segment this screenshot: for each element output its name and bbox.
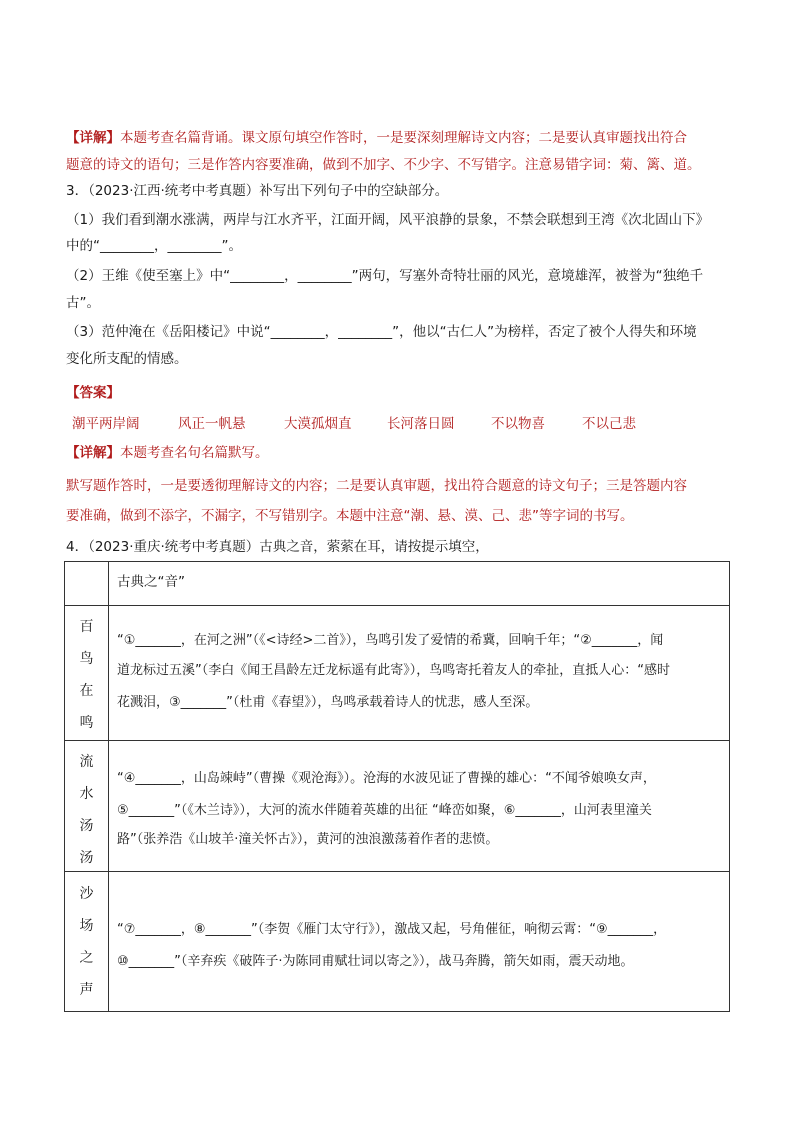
row-label-char: 百 bbox=[79, 619, 94, 635]
row-label bbox=[65, 611, 108, 739]
row-label-char: 在 bbox=[79, 683, 94, 699]
answer-item: 风正一帆悬 bbox=[178, 416, 246, 432]
answer-item: 潮平两岸阔 bbox=[72, 416, 140, 432]
column-divider bbox=[108, 562, 109, 1011]
row-text-line: ⑤_______”（《木兰诗》），大河的流水伴随着英雄的出征 “峰峦如聚，⑥_______，山河表里潼关 bbox=[117, 803, 652, 818]
detail1-line1 bbox=[66, 127, 730, 149]
row-text-line: ⑩_______”（辛弃疾《破阵子·为陈同甫赋壮词以寄之》），战马奔腾，箭矢如雨，震天动地。 bbox=[117, 954, 634, 969]
q3-source: （2023·江西·统考中考真题） bbox=[88, 183, 260, 199]
row-label-char: 鸣 bbox=[79, 715, 94, 731]
q4-source: （2023·重庆·统考中考真题） bbox=[88, 539, 260, 555]
detail2-text: 本题考查名句名篇默写。 bbox=[120, 445, 269, 461]
answer-item: 大漠孤烟直 bbox=[284, 416, 352, 432]
row-label bbox=[65, 746, 108, 874]
row-label bbox=[65, 878, 108, 1006]
row-label-char: 之 bbox=[79, 950, 94, 966]
answer-tag: 【答案】 bbox=[66, 385, 120, 401]
q3-number: 3． bbox=[66, 183, 89, 199]
detail-tag: 【详解】 bbox=[66, 130, 120, 146]
detail2-line2: 默写题作答时，一是要透彻理解诗文的内容；二是要认真审题，找出符合题意的诗文句子；三是答题内容 bbox=[66, 478, 687, 494]
row-label-char: 鸟 bbox=[79, 651, 94, 667]
answer-item: 长河落日圆 bbox=[387, 416, 455, 432]
detail-tag: 【详解】 bbox=[66, 445, 120, 461]
row-text-line: 花溅泪，③_______”（杜甫《春望》），鸟鸣承载着诗人的忧悲，感人至深。 bbox=[117, 695, 539, 710]
q4-heading bbox=[66, 536, 730, 558]
answer-item: 不以物喜 bbox=[491, 416, 545, 432]
row-label-char: 汤 bbox=[79, 818, 94, 834]
q3-p2-line2: 古”。 bbox=[66, 295, 100, 311]
detail1-line2: 题意的诗文的语句；三是作答内容要准确，做到不加字、不少字、不写错字。注意易错字词：菊、篱、道。 bbox=[66, 157, 701, 173]
row-divider bbox=[65, 871, 729, 872]
q3-p2-line1: （2）王维《使至塞上》中“________，________”两句，写塞外奇特壮丽的风光，意境雄浑，被誉为“独绝千 bbox=[66, 268, 704, 284]
row-text-line: 路”（张养浩《山坡羊·潼关怀古》），黄河的浊浪激荡着作者的悲愤。 bbox=[117, 832, 499, 847]
row-label-char: 水 bbox=[79, 786, 94, 802]
q3-p1-line2: 中的“________，________”。 bbox=[66, 238, 242, 254]
row-label-char: 汤 bbox=[79, 850, 94, 866]
row-text-line: “④_______，山岛竦峙”（曹操《观沧海》）。沧海的水波见证了曹操的雄心：“不闻爷娘唤女声， bbox=[117, 771, 656, 786]
row-text-line: “⑦_______，⑧_______”（李贺《雁门太守行》），激战又起，号角催征，响彻云霄：“⑨_______， bbox=[117, 922, 667, 937]
q3-heading bbox=[66, 180, 730, 202]
q3-p1-line1: （1）我们看到潮水涨满，两岸与江水齐平，江面开阔，风平浪静的景象，不禁会联想到王湾《次北固山下》 bbox=[66, 212, 710, 228]
row-label-char: 场 bbox=[79, 918, 94, 934]
q3-p3-line1: （3）范仲淹在《岳阳楼记》中说“________，________”，他以“古仁人”为榜样，否定了被个人得失和环境 bbox=[66, 324, 697, 340]
row-text-line: “①_______，在河之洲”（《<诗经>二首》），鸟鸣引发了爱情的希冀，回响千年；“②_______，闻 bbox=[117, 633, 664, 648]
answer-item: 不以己悲 bbox=[582, 416, 636, 432]
row-divider bbox=[65, 740, 729, 741]
detail1-text: 本题考查名篇背诵。课文原句填空作答时，一是要深刻理解诗文内容；二是要认真审题找出符合 bbox=[120, 130, 687, 146]
q3-prompt: 补写出下列句子中的空缺部分。 bbox=[259, 183, 449, 199]
q4-number: 4． bbox=[66, 539, 89, 555]
detail2-line1 bbox=[66, 442, 730, 464]
q4-prompt: 古典之音，萦萦在耳，请按提示填空， bbox=[259, 539, 489, 555]
q3-p3-line2: 变化所支配的情感。 bbox=[66, 351, 188, 367]
row-label-char: 声 bbox=[79, 982, 94, 998]
row-label-char: 流 bbox=[79, 754, 94, 770]
detail2-line3: 要准确，做到不添字，不漏字，不写错别字。本题中注意“潮、悬、漠、己、悲”等字词的书写。 bbox=[66, 508, 634, 524]
table-header: 古典之“音” bbox=[117, 574, 185, 590]
row-divider bbox=[65, 605, 729, 606]
row-label-char: 沙 bbox=[79, 886, 94, 902]
poetry-table bbox=[64, 561, 730, 1012]
row-text-line: 道龙标过五溪”（李白《闻王昌龄左迁龙标遥有此寄》），鸟鸣寄托着友人的牵扯，直抵人心：“感时 bbox=[117, 663, 670, 678]
